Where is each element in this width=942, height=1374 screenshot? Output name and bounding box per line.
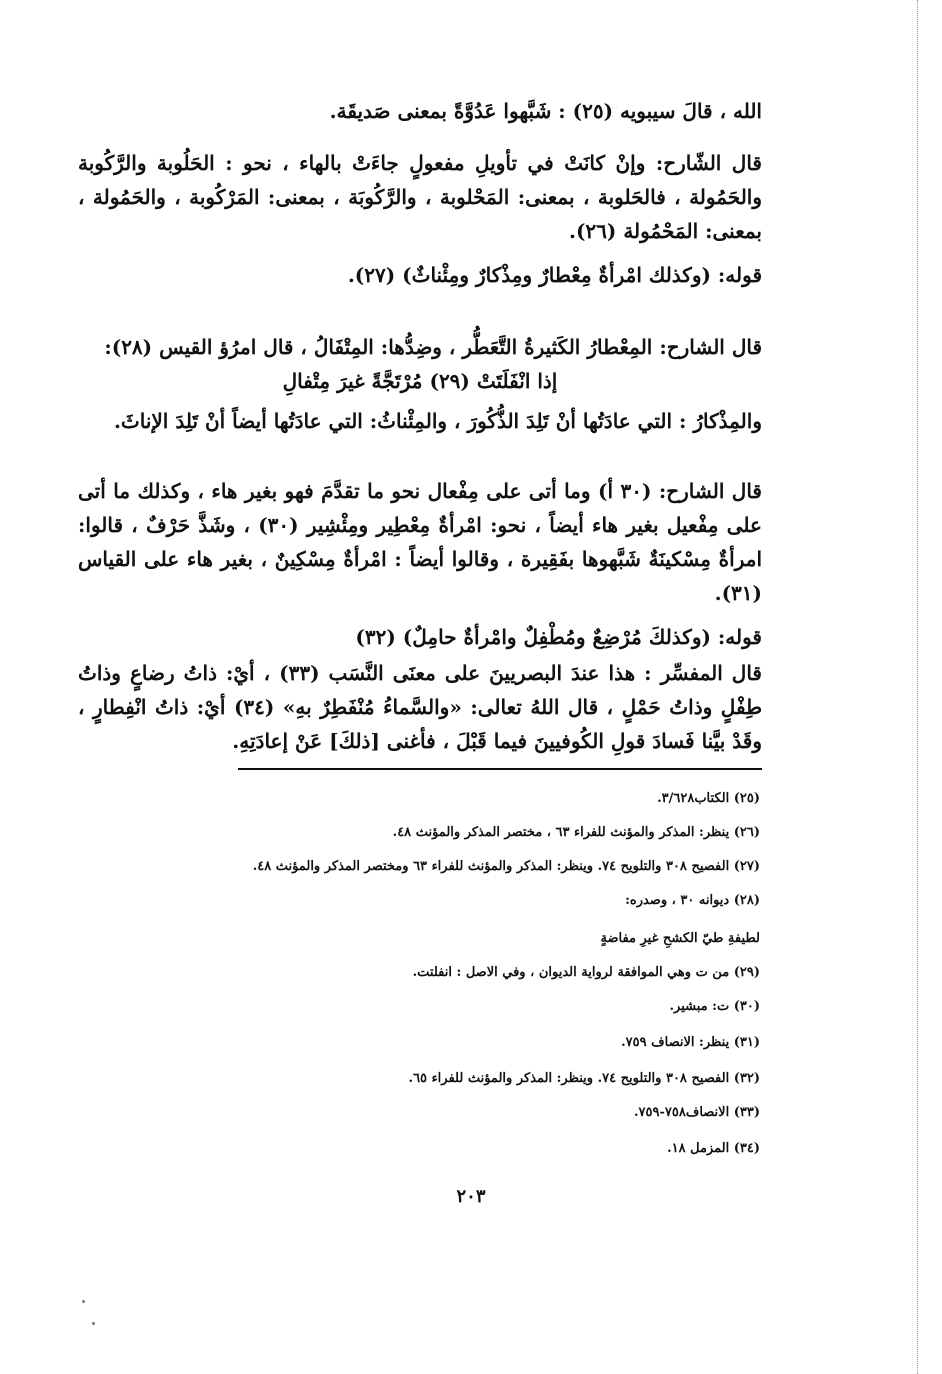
footnote-26: (٢٦) ينظر: المذكر والمؤنث للفراء ٦٣ ، مختصر المذكر والمؤنث ٤٨.	[392, 825, 760, 840]
footnote-27: (٢٧) الفصيح ٣٠٨ والتلويح ٧٤. وينظر: المذكر والمؤنث للفراء ٦٣ ومختصر المذكر والمؤنث ٤٨.	[252, 859, 760, 874]
page-number: ٢٠٣	[456, 1186, 486, 1207]
paragraph-commentator-mifal: قال الشارح: (٣٠ أ) وما أتى على مِفْعال نحو ما تقدَّمَ فهو بغير هاء ، وكذلك ما أتى على مِفْعيل بغير هاء أيضاً ، نحو: امْرأةٌ مِعْطِير ومِئْشِير (٣٠) ، وشَذَّ حَرْفٌ ، قالوا: امرأةٌ مِسْكينَةٌ شَبَّهوها بفَقِيرة ، وقالوا أيضاً : امْرأةٌ مِسْكِينٌ ، بغير هاء على القياس (٣١).	[78, 479, 762, 605]
paragraph-commentator-hamula: قال الشّارح: وإنْ كانَتْ في تأويلِ مفعولٍ جاءَتْ بالهاء ، نحو : الحَلُوبة والرَّكُوبة والحَمُولة ، فالحَلوبة ، بمعنى: المَحْلوبة ، والرَّكُوبَة ، بمعنى: المَرْكُوبة ، والحَمُولة ، بمعنى: المَحْمُولة (٢٦).	[78, 151, 762, 243]
footnote-33: (٣٣) الانصاف٧٥٨-٧٥٩.	[634, 1105, 760, 1120]
footnote-30: (٣٠) ت: مبشير.	[669, 999, 760, 1014]
footnote-25: (٢٥) الكتاب٣/٦٢٨.	[657, 791, 760, 806]
footnote-29: (٢٩) من ت وهي الموافقة لرواية الديوان ، وفي الاصل : انفلتت.	[412, 965, 760, 980]
paragraph-quote-murdi: قوله: (وكذلكَ مُرْضِعٌ ومُطْفِلٌ وامْرأةٌ حامِلٌ) (٣٢)	[355, 625, 762, 649]
scan-speck	[82, 1300, 85, 1303]
paragraph-quote-mitar: قوله: (وكذلك امْرأةٌ مِعْطارٌ ومِذْكارٌ ومِئْناثٌ) (٢٧).	[347, 263, 762, 287]
paragraph-mufassir: قال المفسِّر : هذا عندَ البصريينَ على معنَى النَّسَب (٣٣) ، أيْ: ذاتُ رضاعٍ وذاتُ طِفْلٍ وذاتُ حَمْلٍ ، قال اللهُ تعالى: «والسَّماءُ مُنْفَطِرٌ بهِ» (٣٤) أيْ: ذاتُ انْفِطارٍ ، وقَدْ بيَّنا فَسادَ قولِ الكُوفيينَ فيما قَبْلَ ، فأغنى [ذلكَ] عَنْ إعادَتِهِ.	[78, 661, 762, 753]
paragraph-midhkar: والمِذْكارُ : التي عادَتُها أنْ تَلِدَ الذُّكُورَ ، والمِئْناثُ: التي عادَتُها أيضاً أنْ تَلِدَ الإناثَ.	[113, 409, 762, 433]
footnote-34: (٣٤) المزمل ١٨.	[667, 1141, 760, 1156]
scan-edge-line	[916, 0, 918, 1374]
footnote-31: (٣١) ينظر: الانصاف ٧٥٩.	[621, 1035, 760, 1050]
footnote-28: (٢٨) ديوانه ٣٠ ، وصدره:	[625, 893, 760, 908]
footnote-28-verse: لطيفةِ طيّ الكشحِ غيرِ مفاضةٍ	[600, 931, 760, 946]
paragraph-intro-sibawayh: الله ، قالَ سيبويه (٢٥) : شَبَّهوا عَدُوَّةً بمعنى صَديقَة.	[329, 99, 762, 123]
footnote-32: (٣٢) الفصيح ٣٠٨ والتلويح ٧٤. وينظر: المذكر والمؤنث للفراء ٦٥.	[408, 1071, 760, 1086]
scan-speck	[92, 1322, 95, 1325]
poetry-verse: إذا انْفَلَتَتْ (٢٩) مُرْتَجَّةً غيرَ مِتْفالِ	[282, 369, 558, 393]
paragraph-commentator-mitar: قال الشارح: المِعْطارُ الكَثيرةُ التَّعَطُّر ، وضِدُّها: المِتْفَالُ ، قال امرُؤ القيس (٢٨):	[104, 335, 762, 359]
footnote-separator	[238, 768, 762, 770]
